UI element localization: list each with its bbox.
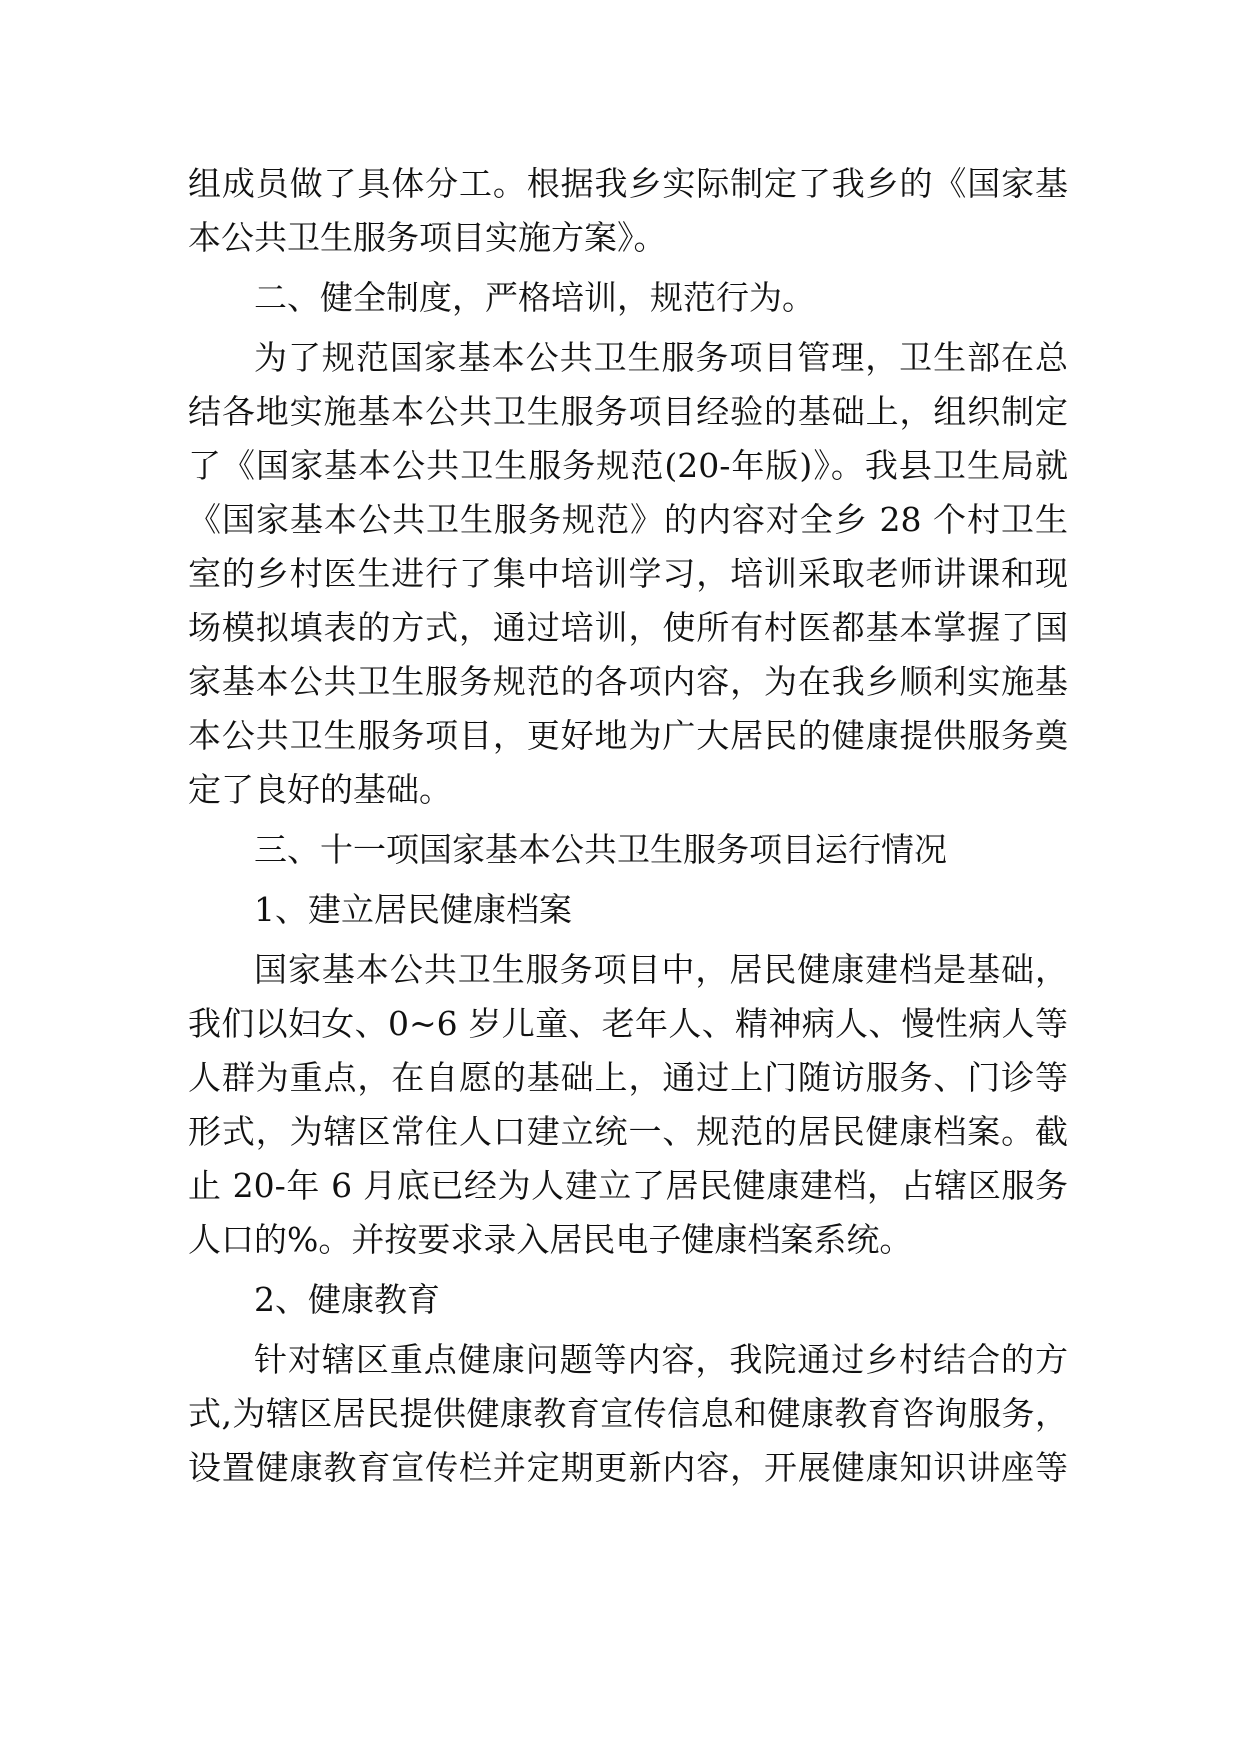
- subsection-heading: 2、健康教育: [254, 1280, 440, 1319]
- section-heading: 三、十一项国家基本公共卫生服务项目运行情况: [254, 830, 947, 869]
- text-line: 本公共卫生服务项目，更好地为广大居民的健康提供服务奠: [188, 716, 1068, 755]
- text-line: 人口的%。并按要求录入居民电子健康档案系统。: [188, 1220, 913, 1259]
- text-line: 了《国家基本公共卫生服务规范(20-年版)》。我县卫生局就: [188, 446, 1069, 485]
- text-line: 止 20-年 6 月底已经为人建立了居民健康建档，占辖区服务: [188, 1166, 1068, 1205]
- text-line: 为了规范国家基本公共卫生服务项目管理，卫生部在总: [254, 338, 1068, 377]
- text-line: 我们以妇女、0~6 岁儿童、老年人、精神病人、慢性病人等: [188, 1004, 1068, 1043]
- text-line: 场模拟填表的方式，通过培训，使所有村医都基本掌握了国: [188, 608, 1068, 647]
- text-line: 国家基本公共卫生服务项目中，居民健康建档是基础，: [254, 950, 1068, 989]
- text-line: 室的乡村医生进行了集中培训学习，培训采取老师讲课和现: [188, 554, 1068, 593]
- text-line: 《国家基本公共卫生服务规范》的内容对全乡 28 个村卫生: [188, 500, 1068, 539]
- section-heading: 二、健全制度，严格培训，规范行为。: [254, 278, 815, 317]
- text-line: 设置健康教育宣传栏并定期更新内容，开展健康知识讲座等: [188, 1448, 1068, 1487]
- subsection-heading: 1、建立居民健康档案: [254, 890, 572, 929]
- text-line: 形式，为辖区常住人口建立统一、规范的居民健康档案。截: [188, 1112, 1068, 1151]
- text-line: 人群为重点，在自愿的基础上，通过上门随访服务、门诊等: [188, 1058, 1068, 1097]
- text-line: 结各地实施基本公共卫生服务项目经验的基础上，组织制定: [188, 392, 1068, 431]
- text-line: 组成员做了具体分工。根据我乡实际制定了我乡的《国家基: [188, 164, 1068, 203]
- text-line: 本公共卫生服务项目实施方案》。: [188, 218, 667, 257]
- text-line: 针对辖区重点健康问题等内容，我院通过乡村结合的方: [254, 1340, 1068, 1379]
- text-line: 式,为辖区居民提供健康教育宣传信息和健康教育咨询服务，: [188, 1394, 1068, 1433]
- text-line: 家基本公共卫生服务规范的各项内容，为在我乡顺利实施基: [188, 662, 1068, 701]
- body-text: [188, 157, 1068, 1495]
- text-line: 定了良好的基础。: [188, 770, 452, 809]
